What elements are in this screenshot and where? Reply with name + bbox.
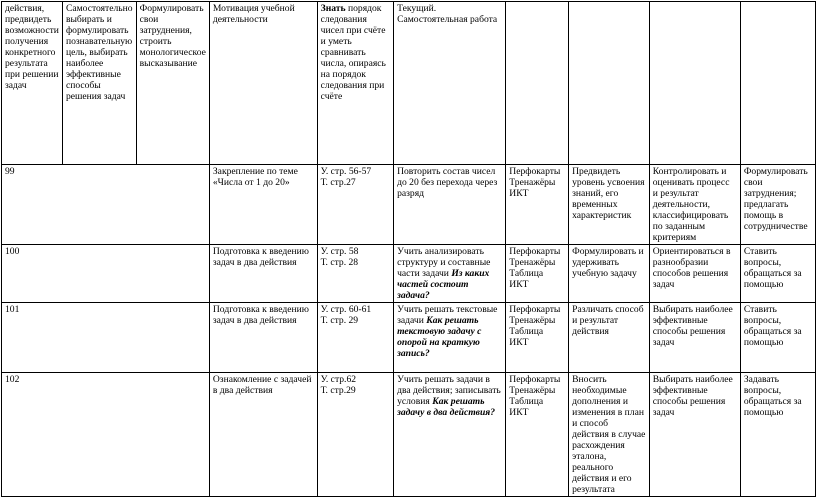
material-item: ИКТ xyxy=(509,337,529,348)
task-question: Из каких частей состоит задача? xyxy=(397,268,490,301)
regulative-skill: Различать способ и результат действия xyxy=(569,303,650,373)
pages-workbook: Т. стр. 29 xyxy=(320,315,359,326)
pages-textbook: У. стр. 56-57 xyxy=(320,166,372,177)
communicative-skill: Задавать вопросы, обращаться за помощью xyxy=(740,373,815,497)
cell-action-prediction: действия, предвидеть возможности получения конкретного результата при решении задач xyxy=(2,2,63,165)
lesson-pages xyxy=(317,303,393,373)
task-text: Учить решать задачи в два действия; записывать условия xyxy=(397,374,501,407)
control-type-line1: Текущий. xyxy=(397,3,437,14)
pages-workbook: Т. стр.29 xyxy=(320,385,356,396)
material-item: Таблица xyxy=(509,268,544,279)
material-item: ИКТ xyxy=(509,279,529,290)
lesson-task xyxy=(394,373,506,497)
communicative-skill: Ставить вопросы, обращаться за помощью xyxy=(740,245,815,303)
task-text: Повторить состав чисел до 20 без перехода через разряд xyxy=(397,166,498,199)
cognitive-skill: Выбирать наиболее эффективные способы решения задач xyxy=(649,373,740,497)
table-row xyxy=(2,245,816,303)
lesson-task xyxy=(394,303,506,373)
material-item: Тренажёры xyxy=(509,177,556,188)
task-question: Как решать текстовую задачу с опорой на краткую запись? xyxy=(397,315,482,359)
cell-motivation: Мотивация учебной деятельности xyxy=(209,2,317,165)
lesson-pages xyxy=(317,165,393,245)
table-row-top xyxy=(2,2,816,165)
task-text: Учить решать текстовые задачи xyxy=(397,304,498,326)
material-item: ИКТ xyxy=(509,188,529,199)
lesson-task xyxy=(394,165,506,245)
lesson-topic: Подготовка к введению задач в два действия xyxy=(209,245,317,303)
know-label: Знать xyxy=(320,3,346,14)
pages-workbook: Т. стр. 28 xyxy=(320,257,359,268)
material-item: Перфокарты xyxy=(509,374,561,385)
material-item: Перфокарты xyxy=(509,246,561,257)
cell-know-order xyxy=(317,2,393,165)
table-row xyxy=(2,165,816,245)
cognitive-skill: Выбирать наиболее эффективные способы решения задач xyxy=(649,303,740,373)
lesson-plan-table xyxy=(1,1,816,497)
cell-empty xyxy=(506,2,569,165)
know-text: порядок следования чисел при счёте и уметь сравнивать числа, опираясь на порядок следования при счёте xyxy=(320,3,386,102)
lesson-materials xyxy=(506,303,569,373)
material-item: ИКТ xyxy=(509,407,529,418)
communicative-skill: Формулировать свои затруднения; предлагать помощь в сотрудничестве xyxy=(740,165,815,245)
material-item: Тренажёры xyxy=(509,385,556,396)
task-text: Учить анализировать структуру и составные части задачи xyxy=(397,246,491,279)
lesson-task xyxy=(394,245,506,303)
pages-textbook: У. стр.62 xyxy=(320,374,357,385)
control-type-line2: Самостоятельная работа xyxy=(397,14,498,25)
pages-textbook: У. стр. 58 xyxy=(320,246,359,257)
cell-empty xyxy=(649,2,740,165)
cell-empty xyxy=(569,2,650,165)
lesson-number: 101 xyxy=(2,303,210,373)
regulative-skill: Вносить необходимые дополнения и изменения в план и способ действия в случае расхождения эталона, реального действия и его результата xyxy=(569,373,650,497)
cognitive-skill: Ориентироваться в разнообразии способов решения задач xyxy=(649,245,740,303)
lesson-number: 99 xyxy=(2,165,210,245)
cell-empty xyxy=(740,2,815,165)
pages-workbook: Т. стр.27 xyxy=(320,177,356,188)
material-item: Тренажёры xyxy=(509,315,556,326)
communicative-skill: Ставить вопросы, обращаться за помощью xyxy=(740,303,815,373)
cell-formulate-difficulties: Формулировать свои затруднения, строить монологическое высказывание xyxy=(136,2,209,165)
cell-control-type xyxy=(394,2,506,165)
lesson-topic: Подготовка к введению задач в два действия xyxy=(209,303,317,373)
material-item: Таблица xyxy=(509,396,544,407)
lesson-materials xyxy=(506,165,569,245)
material-item: Перфокарты xyxy=(509,304,561,315)
lesson-number: 102 xyxy=(2,373,210,497)
cell-cognitive-goal: Самостоятельно выбирать и формулировать познавательную цель, выбирать наиболее эффективные способы решения задач xyxy=(62,2,136,165)
lesson-number: 100 xyxy=(2,245,210,303)
regulative-skill: Формулировать и удерживать учебную задачу xyxy=(569,245,650,303)
lesson-materials xyxy=(506,245,569,303)
table-row xyxy=(2,373,816,497)
lesson-topic: Ознакомление с задачей в два действия xyxy=(209,373,317,497)
material-item: Таблица xyxy=(509,326,544,337)
material-item: Перфокарты xyxy=(509,166,561,177)
task-question: Как решать задачу в два действия? xyxy=(397,396,496,418)
pages-textbook: У. стр. 60-61 xyxy=(320,304,372,315)
regulative-skill: Предвидеть уровень усвоения знаний, его временных характеристик xyxy=(569,165,650,245)
lesson-pages xyxy=(317,373,393,497)
table-row xyxy=(2,303,816,373)
lesson-topic: Закрепление по теме «Числа от 1 до 20» xyxy=(209,165,317,245)
lesson-pages xyxy=(317,245,393,303)
lesson-materials xyxy=(506,373,569,497)
cognitive-skill: Контролировать и оценивать процесс и результат деятельности, классифицировать по заданным критериям xyxy=(649,165,740,245)
material-item: Тренажёры xyxy=(509,257,556,268)
